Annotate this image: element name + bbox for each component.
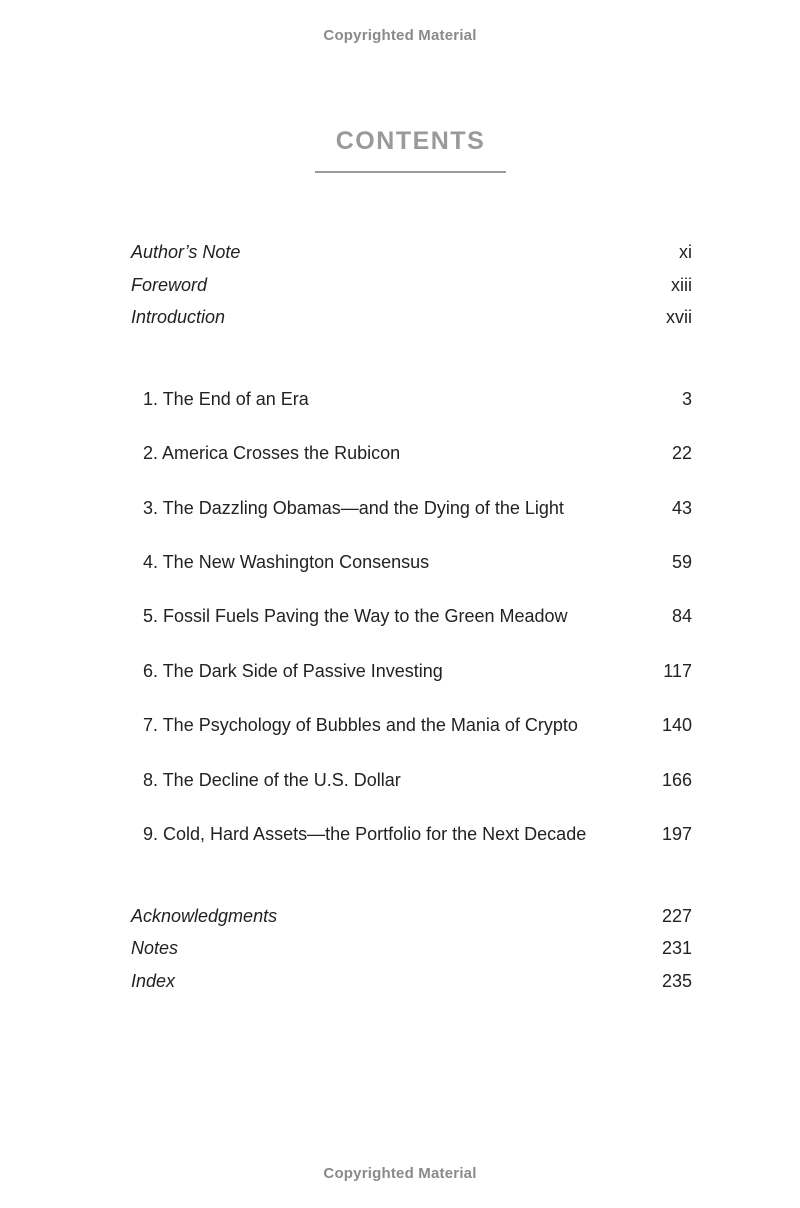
toc-entry-title: Acknowledgments: [131, 906, 278, 926]
toc-entry-chapter-8[interactable]: [131, 767, 692, 793]
toc-entry-page: xi: [679, 242, 692, 262]
toc-entry-title: 1. The End of an Era: [143, 389, 309, 409]
toc-entry-chapter-6[interactable]: [131, 658, 692, 684]
toc-entry-page: 166: [661, 770, 692, 790]
toc-entry-title: Foreword: [131, 275, 208, 295]
toc-entry-page: 231: [661, 938, 692, 958]
copyright-watermark-bottom: Copyrighted Material: [323, 1165, 477, 1182]
toc-entry-page: 117: [663, 661, 692, 681]
toc-entry-page: xiii: [671, 275, 692, 295]
toc-entry-title: 7. The Psychology of Bubbles and the Mania of Crypto: [143, 715, 578, 735]
toc-entry-chapter-7[interactable]: [131, 712, 692, 738]
toc-entry-chapter-3[interactable]: [131, 495, 692, 521]
toc-entry-title: 5. Fossil Fuels Paving the Way to the Green Meadow: [143, 606, 568, 626]
toc-entry-introduction[interactable]: [131, 304, 692, 330]
toc-entry-page: 227: [661, 906, 692, 926]
toc-entry-page: 22: [671, 443, 692, 463]
heading-underline: [315, 171, 506, 173]
contents-heading: [315, 126, 506, 173]
toc-entry-title: Notes: [131, 938, 179, 958]
toc-entry-page: 140: [661, 715, 692, 735]
copyright-watermark-top: Copyrighted Material: [323, 27, 477, 44]
toc-entry-page: xvii: [666, 307, 692, 327]
toc-entry-title: 6. The Dark Side of Passive Investing: [143, 661, 443, 681]
toc-entry-chapter-2[interactable]: [131, 440, 692, 466]
toc-entry-title: 3. The Dazzling Obamas—and the Dying of the Light: [143, 498, 564, 518]
toc-entry-title: Introduction: [131, 307, 226, 327]
toc-entry-title: 9. Cold, Hard Assets—the Portfolio for the Next Decade: [143, 824, 587, 844]
toc-entry-page: 235: [661, 971, 692, 991]
toc-entry-acknowledgments[interactable]: [131, 903, 692, 929]
toc-entry-page: 43: [671, 498, 692, 518]
toc-entry-chapter-9[interactable]: [131, 821, 692, 847]
toc-entry-page: 3: [681, 389, 692, 409]
toc-entry-page: 59: [671, 552, 692, 572]
toc-entry-notes[interactable]: [131, 935, 692, 961]
toc-entry-title: Author’s Note: [131, 242, 241, 262]
toc-entry-page: 197: [661, 824, 692, 844]
toc-entry-chapter-5[interactable]: [131, 603, 692, 629]
toc-entry-chapter-4[interactable]: [131, 549, 692, 575]
toc-entry-title: 2. America Crosses the Rubicon: [143, 443, 401, 463]
toc-entry-title: 4. The New Washington Consensus: [143, 552, 430, 572]
toc-entry-chapter-1[interactable]: [131, 386, 692, 412]
toc-entry-foreword[interactable]: [131, 272, 692, 298]
toc-entry-title: Index: [131, 971, 176, 991]
toc-entry-index[interactable]: [131, 968, 692, 994]
toc-entry-page: 84: [671, 606, 692, 626]
toc-entry-title: 8. The Decline of the U.S. Dollar: [143, 770, 401, 790]
toc-entry-authors-note[interactable]: [131, 239, 692, 265]
contents-title: CONTENTS: [335, 127, 486, 155]
